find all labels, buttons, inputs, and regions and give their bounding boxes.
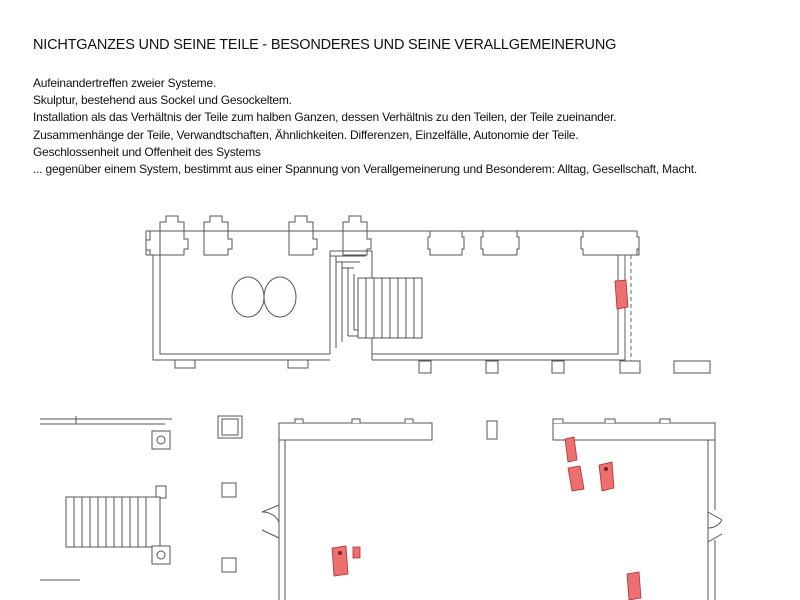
red-sculpture	[565, 437, 577, 462]
description-line: Skulptur, bestehend aus Sockel und Gesockeltem.	[33, 93, 292, 108]
page-title: NICHTGANZES UND SEINE TEILE - BESONDERES UND SEINE VERALLGEMEINERUNG	[33, 37, 617, 53]
red-sculpture	[353, 547, 360, 558]
red-sculpture	[615, 280, 628, 309]
description-line: Installation als das Verhältnis der Teile zum halben Ganzen, dessen Verhältnis zu den Teilen, der Teile zueinander.	[33, 110, 617, 125]
description-line: Zusammenhänge der Teile, Verwandtschaften, Ähnlichkeiten. Differenzen, Einzelfälle, Autonomie der Teile.	[33, 127, 579, 142]
upper-building-plan	[146, 216, 710, 373]
description-line: Geschlossenheit und Offenheit des Systems	[33, 144, 261, 159]
red-sculpture	[599, 462, 614, 491]
lower-hall-plan	[262, 419, 722, 600]
lower-left-plan	[40, 416, 242, 580]
description-line: ... gegenüber einem System, bestimmt aus einer Spannung von Verallgemeinerung und Besonderem: Alltag, Gesellschaft, Macht.	[33, 162, 697, 177]
description-line: Aufeinandertreffen zweier Systeme.	[33, 76, 217, 90]
red-sculpture	[568, 466, 584, 491]
red-sculpture	[627, 572, 641, 600]
red-sculpture	[332, 546, 348, 576]
